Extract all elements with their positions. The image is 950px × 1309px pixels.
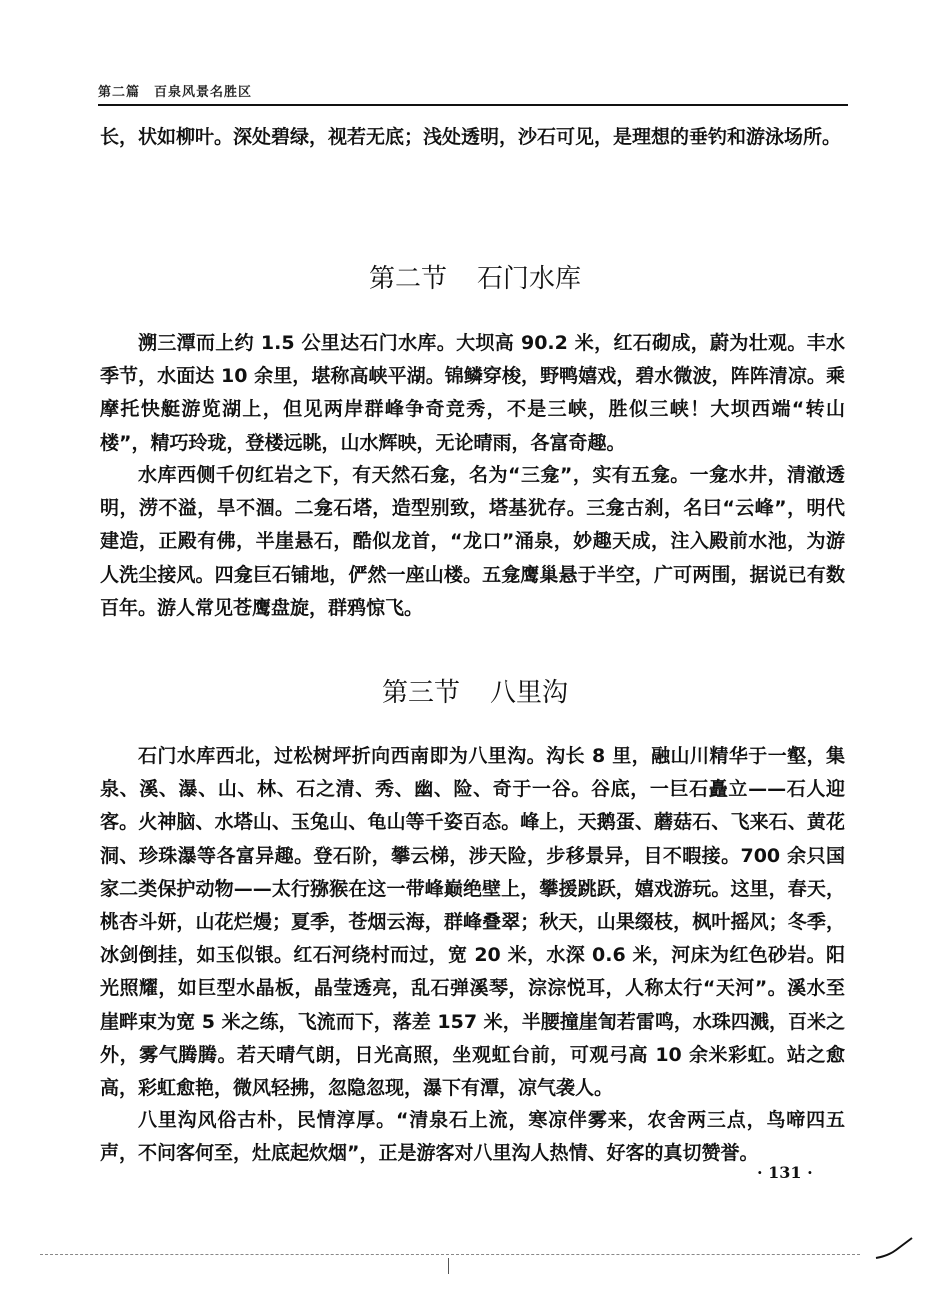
running-head-title: 百泉风景名胜区 (154, 85, 253, 100)
page-number: · 131 · (757, 1163, 813, 1182)
paragraph-customs: 八里沟风俗古朴，民情淳厚。“清泉石上流，寒凉伴雾来，农舍两三点，鸟啼四五声，不问客何至，灶底起炊烟”，正是游客对八里沟人热情、好客的真切赞誉。 (100, 1109, 845, 1165)
paragraph-shimen-intro: 溯三潭而上约 1.5 公里达石门水库。大坝高 90.2 米，红石砌成，蔚为壮观。丰水季节，水面达 10 余里，堪称高峡平湖。锦鳞穿梭，野鸭嬉戏，碧水微波，阵阵清凉。乘摩托快艇游览湖上，但见两岸群峰争奇竞秀，不是三峡，胜似三峡！大坝西端“转山楼”，精巧玲珑，登楼远眺，山水辉映，无论晴雨，各富奇趣。 (100, 332, 845, 454)
section-title-2 (0, 258, 950, 295)
section-number: 第三节 (381, 678, 460, 708)
paragraph-sankan: 水库西侧千仞红岩之下，有天然石龛，名为“三龛”，实有五龛。一龛水井，清澈透明，涝不溢，旱不涸。二龛石塔，造型别致，塔基犹存。三龛古刹，名曰“云峰”，明代建造，正殿有佛，半崖悬石，酷似龙首，“龙口”涌泉，妙趣天成，注入殿前水池，为游人洗尘接风。四龛巨石铺地，俨然一座山楼。五龛鹰巢悬于半空，广可两围，据说已有数百年。游人常见苍鹰盘旋，群鸦惊飞。 (100, 464, 845, 619)
running-head-part: 第二篇 (98, 85, 141, 100)
header-rule (98, 104, 848, 106)
paragraph-baligou: 石门水库西北，过松树坪折向西南即为八里沟。沟长 8 里，融山川精华于一壑，集泉、溪、瀑、山、林、石之清、秀、幽、险、奇于一谷。谷底，一巨石矗立——石人迎客。火神脑、水塔山、玉兔山、龟山等千姿百态。峰上，天鹅蛋、蘑菇石、飞来石、黄花洞、珍珠瀑等各富异趣。登石阶，攀云梯，涉天险，步移景异，目不暇接。700 余只国家二类保护动物——太行猕猴在这一带峰巅绝壁上，攀援跳跃，嬉戏游玩。这里，春天，桃杏斗妍，山花烂熳；夏季，苍烟云海，群峰叠翠；秋天，山果缀枝，枫叶摇风；冬季，冰剑倒挂，如玉似银。红石河绕村而过，宽 20 米，水深 0.6 米，河床为红色砂岩。阳光照耀，如巨型水晶板，晶莹透亮，乱石弹溪琴，淙淙悦耳，人称太行“天河”。溪水至崖畔束为宽 5 米之练，飞流而下，落差 157 米，半腰撞崖訇若雷鸣，水珠四溅，百米之外，雾气腾腾。若天晴气朗，日光高照，坐观虹台前，可观弓高 10 余米彩虹。站之愈高，彩虹愈艳，微风轻拂，忽隐忽现，瀑下有潭，凉气袭人。 (100, 745, 845, 1100)
scan-tick-mark (448, 1258, 449, 1274)
section-name: 八里沟 (490, 678, 569, 708)
section-number: 第二节 (368, 264, 447, 294)
pen-stroke-mark (874, 1236, 914, 1262)
paragraph-continued: 长，状如柳叶。深处碧绿，视若无底；浅处透明，沙石可见，是理想的垂钓和游泳场所。 (100, 126, 842, 148)
running-head (98, 81, 252, 100)
section-name: 石门水库 (477, 264, 582, 294)
section-title-3 (0, 672, 950, 709)
scan-edge-line (40, 1254, 860, 1255)
